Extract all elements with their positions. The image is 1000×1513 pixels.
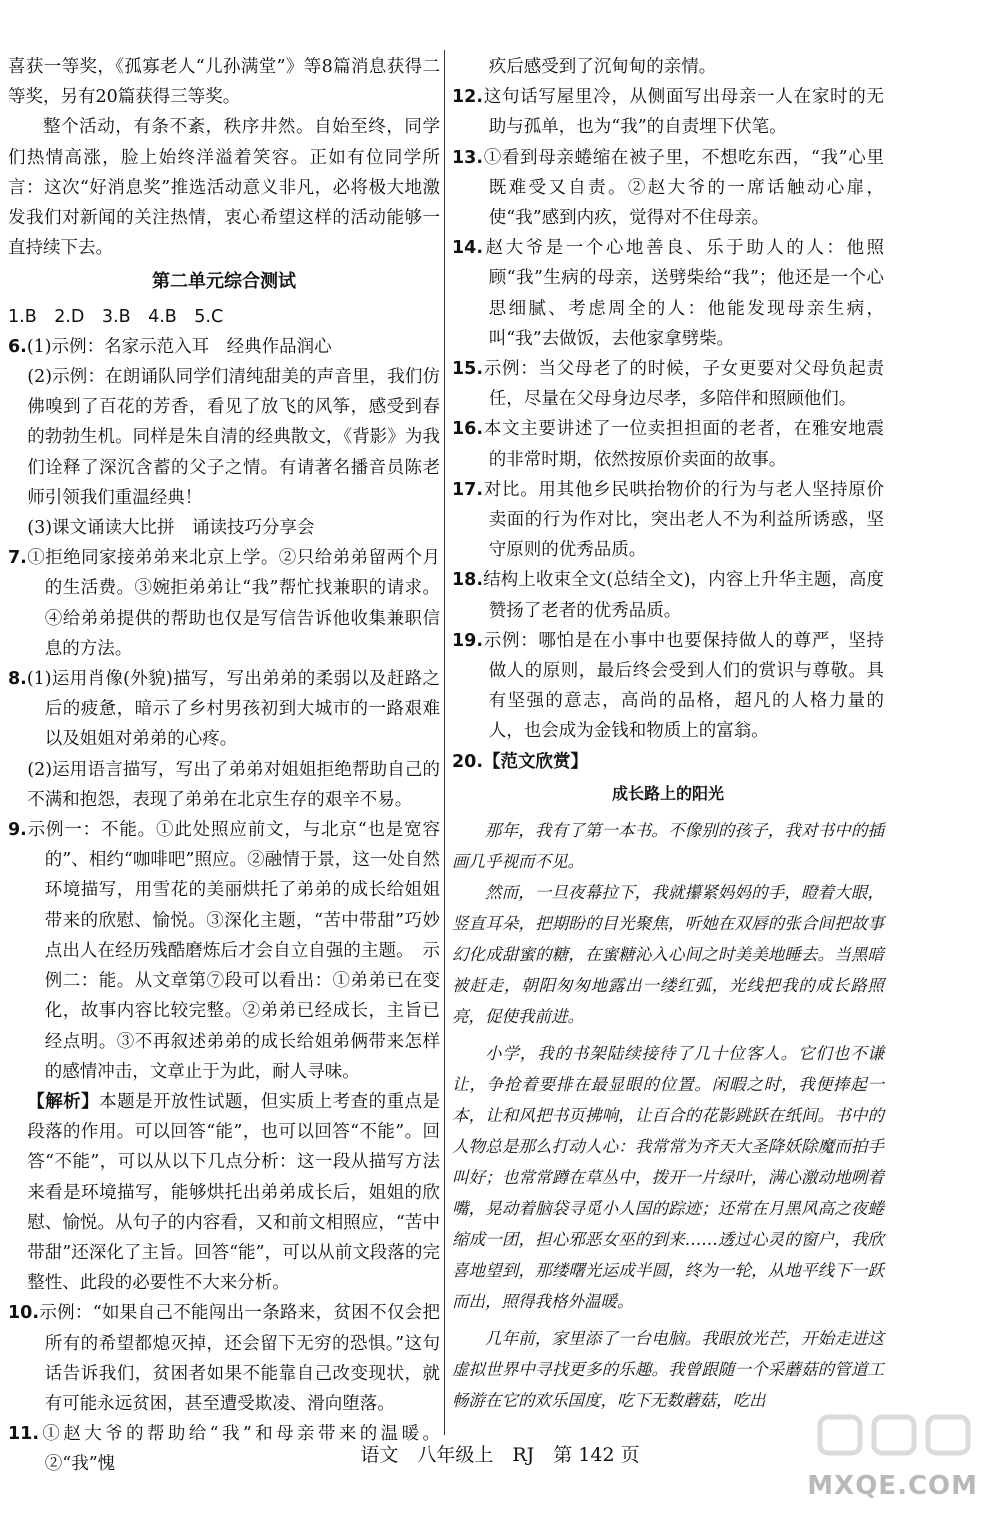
- question-7: [8, 543, 440, 664]
- answer-text: 示例：哪怕是在小事中也要保持做人的尊严，坚持做人的原则，最后终会受到人们的赏识与尊敬。具有坚强的意志，高尚的品格，超凡的人格力量的人，也会成为金钱和物质上的富翁。: [483, 630, 884, 742]
- sample-essay-tag: 【范文欣赏】: [483, 751, 589, 772]
- question-16: [452, 414, 884, 474]
- answer-text: (3)课文诵读大比拼 诵读技巧分享会: [27, 518, 315, 539]
- question-number: 13.: [452, 147, 484, 168]
- essay-paragraph: 那年，我有了第一本书。不像别的孩子，我对书中的插画几乎视而不见。: [452, 821, 884, 872]
- question-9: [8, 815, 440, 1298]
- question-number: 11.: [8, 1424, 40, 1445]
- question-number: 16.: [452, 419, 484, 440]
- question-18: [452, 565, 884, 625]
- question-8: [8, 664, 440, 815]
- question-number: 15.: [452, 359, 484, 380]
- section-title: 第二单元综合测试: [152, 271, 296, 293]
- answer-text: ①赵大爷的帮助给“我”和母亲带来的温暖。②“我”愧: [39, 1424, 440, 1475]
- essay-title: 成长路上的阳光: [611, 783, 724, 803]
- question-20: [452, 747, 884, 777]
- question-12: [452, 82, 884, 142]
- question-number: 20.: [452, 751, 484, 772]
- question-number: 10.: [8, 1303, 40, 1324]
- question-13: [452, 143, 884, 234]
- essay-paragraph: 然而，一旦夜幕拉下，我就攥紧妈妈的手，瞪着大眼，竖直耳朵，把期盼的目光聚焦，听她在双唇的张合间把故事幻化成甜蜜的糖，在蜜糖沁入心间之时美美地睡去。当黑暗被赶走，朝阳匆匆地露出一缕红弧，光线把我的成长路照亮，促使我前进。: [452, 883, 884, 1027]
- question-19: [452, 626, 884, 747]
- right-column: [452, 52, 884, 1416]
- question-number: 8.: [8, 669, 27, 690]
- question-number: 19.: [452, 630, 484, 651]
- essay-paragraph: 小学，我的书架陆续接待了几十位客人。它们也不谦让，争抢着要排在最显眼的位置。闲暇之时，我便捧起一本，让和风把书页拂响，让百合的花影跳跃在纸间。书中的人物总是那么打动人心：我常常为齐天大圣降妖除魔而拍手叫好；也常常蹲在草丛中，拨开一片绿叶，满心激动地咧着嘴，晃动着脑袋寻觅小人国的踪迹；还常在月黑风高之夜蜷缩成一团，担心邪恶女巫的到来……透过心灵的窗户，我欣喜地望到，那缕曙光运成半圆，终为一轮，从地平线下一跃而出，照得我格外温暖。: [452, 1044, 884, 1312]
- answer-text: (2)运用语言描写，写出了弟弟对姐姐拒绝帮助自己的不满和抱怨，表现了弟弟在北京生存的艰辛不易。: [27, 759, 440, 810]
- answer-text: (2)示例：在朗诵队同学们清纯甜美的声音里，我们仿佛嗅到了百花的芳香，看见了放飞的风筝，感受到春的勃勃生机。同样是朱自清的经典散文，《背影》为我们诠释了深沉含蓄的父子之情。有请著名播音员陈老师引领我们重温经典！: [27, 367, 440, 508]
- question-6: [8, 332, 440, 543]
- question-number: 12.: [452, 87, 484, 108]
- essay-paragraph: 几年前，家里添了一台电脑。我眼放光芒，开始走进这虚拟世界中寻找更多的乐趣。我曾跟随一个采蘑菇的管道工畅游在它的欢乐国度，吃下无数蘑菇，吃出: [452, 1329, 884, 1411]
- question-number: 18.: [452, 570, 484, 591]
- question-17: [452, 475, 884, 566]
- answer-text: 结构上收束全文(总结全文)，内容上升华主题，高度赞扬了老者的优秀品质。: [483, 570, 884, 621]
- answer-text: 赵大爷是一个心地善良、乐于助人的人：他照顾“我”生病的母亲，送劈柴给“我”；他还是一个心思细腻、考虑周全的人：他能发现母亲生病，叫“我”去做饭，去他家拿劈柴。: [483, 238, 884, 349]
- answer-text: (1)示例：名家示范入耳 经典作品润心: [26, 336, 332, 357]
- answer-text: 示例一：不能。①此处照应前文，与北京“也是宽容的”、相约“咖啡吧”照应。②融情于景，这一处自然环境描写，用雪花的美丽烘托了弟弟的成长给姐姐带来的欣慰、愉悦。③深化主题，“苦中带甜”巧妙点出人在经历残酷磨炼后才会自立自强的主题。 示例二：能。从文章第⑦段可以看出：①弟弟已在变化，故事内容比较完整。②弟弟已经成长，主旨已经点明。③不再叙述弟弟的成长给姐弟俩带来怎样的感情冲击，文章止于为此，耐人寻味。: [26, 820, 440, 1082]
- question-number: 17.: [452, 479, 484, 500]
- intro-paragraph-1: 喜获一等奖，《孤寡老人“儿孙满堂”》等8篇消息获得二等奖，另有20篇获得三等奖。: [8, 57, 440, 108]
- answer-text: 示例：当父母老了的时候，子女更要对父母负起责任，尽量在父母身边尽孝，多陪伴和照顾他们。: [483, 359, 884, 410]
- left-column: [8, 52, 440, 1480]
- answer-text: (1)运用肖像(外貌)描写，写出弟弟的柔弱以及赶路之后的疲惫，暗示了乡村男孩初到大城市的一路艰难以及姐姐对弟弟的心疼。: [26, 669, 440, 750]
- answer-text: 这句话写屋里冷，从侧面写出母亲一人在家时的无助与孤单，也为“我”的自责埋下伏笔。: [483, 87, 884, 138]
- question-15: [452, 354, 884, 414]
- answer-text: ①看到母亲蜷缩在被子里，不想吃东西，“我”心里既难受又自责。②赵大爷的一席话触动心扉，使“我”感到内疚，觉得对不住母亲。: [483, 147, 884, 229]
- question-number: 6.: [8, 336, 27, 357]
- answer-text: 本文主要讲述了一位卖担担面的老者，在雅安地震的非常时期，依然按原价卖面的故事。: [483, 419, 884, 470]
- watermark-text: MXQE.COM: [807, 1471, 978, 1501]
- answer-text: ①拒绝同家接弟弟来北京上学。②只给弟弟留两个月的生活费。③婉拒弟弟让“我”帮忙找兼职的请求。④给弟弟提供的帮助也仅是写信告诉他收集兼职信息的方法。: [26, 548, 440, 659]
- analysis-text: 本题是开放性试题，但实质上考查的重点是段落的作用。可以回答“能”，也可以回答“不能”。回答“不能”，可以从以下几点分析：这一段从描写方法来看是环境描写，能够烘托出弟弟成长后，姐姐的欣慰、愉悦。从句子的内容看，又和前文相照应，“苦中带甜”还深化了主旨。回答“能”，可以从前文段落的完整性、此段的必要性不大来分析。: [27, 1091, 441, 1294]
- answer-text: 对比。用其他乡民哄抬物价的行为与老人坚持原价卖面的行为作对比，突出老人不为利益所诱惑，坚守原则的优秀品质。: [483, 479, 884, 561]
- question-number: 9.: [8, 820, 27, 841]
- column-divider: [444, 50, 445, 1435]
- analysis-tag: 【解析】: [27, 1091, 100, 1112]
- intro-paragraph-2: 整个活动，有条不紊，秩序井然。自始至终，同学们热情高涨，脸上始终洋溢着笑容。正如有位同学所言：这次“好消息奖”推选活动意义非凡，必将极大地激发我们对新闻的关注热情，衷心希望这样的活动能够一直持续下去。: [8, 117, 440, 259]
- question-14: [452, 233, 884, 354]
- question-number: 7.: [8, 548, 27, 569]
- answer-text: 示例：“如果自己不能闯出一条路来，贫困不仅会把所有的希望都熄灭掉，还会留下无穷的恐惧。”这句话告诉我们，贫困者如果不能靠自己改变现状，就有可能永远贫困，甚至遭受欺凌、滑向堕落。: [39, 1303, 440, 1414]
- question-number: 14.: [452, 238, 484, 259]
- page-footer: 语文 八年级上 RJ 第 142 页: [360, 1444, 640, 1466]
- question-11-continued: 疚后感受到了沉甸甸的亲情。: [488, 57, 717, 77]
- answers-1-5: 1.B 2.D 3.B 4.B 5.C: [8, 306, 224, 327]
- question-10: [8, 1298, 440, 1419]
